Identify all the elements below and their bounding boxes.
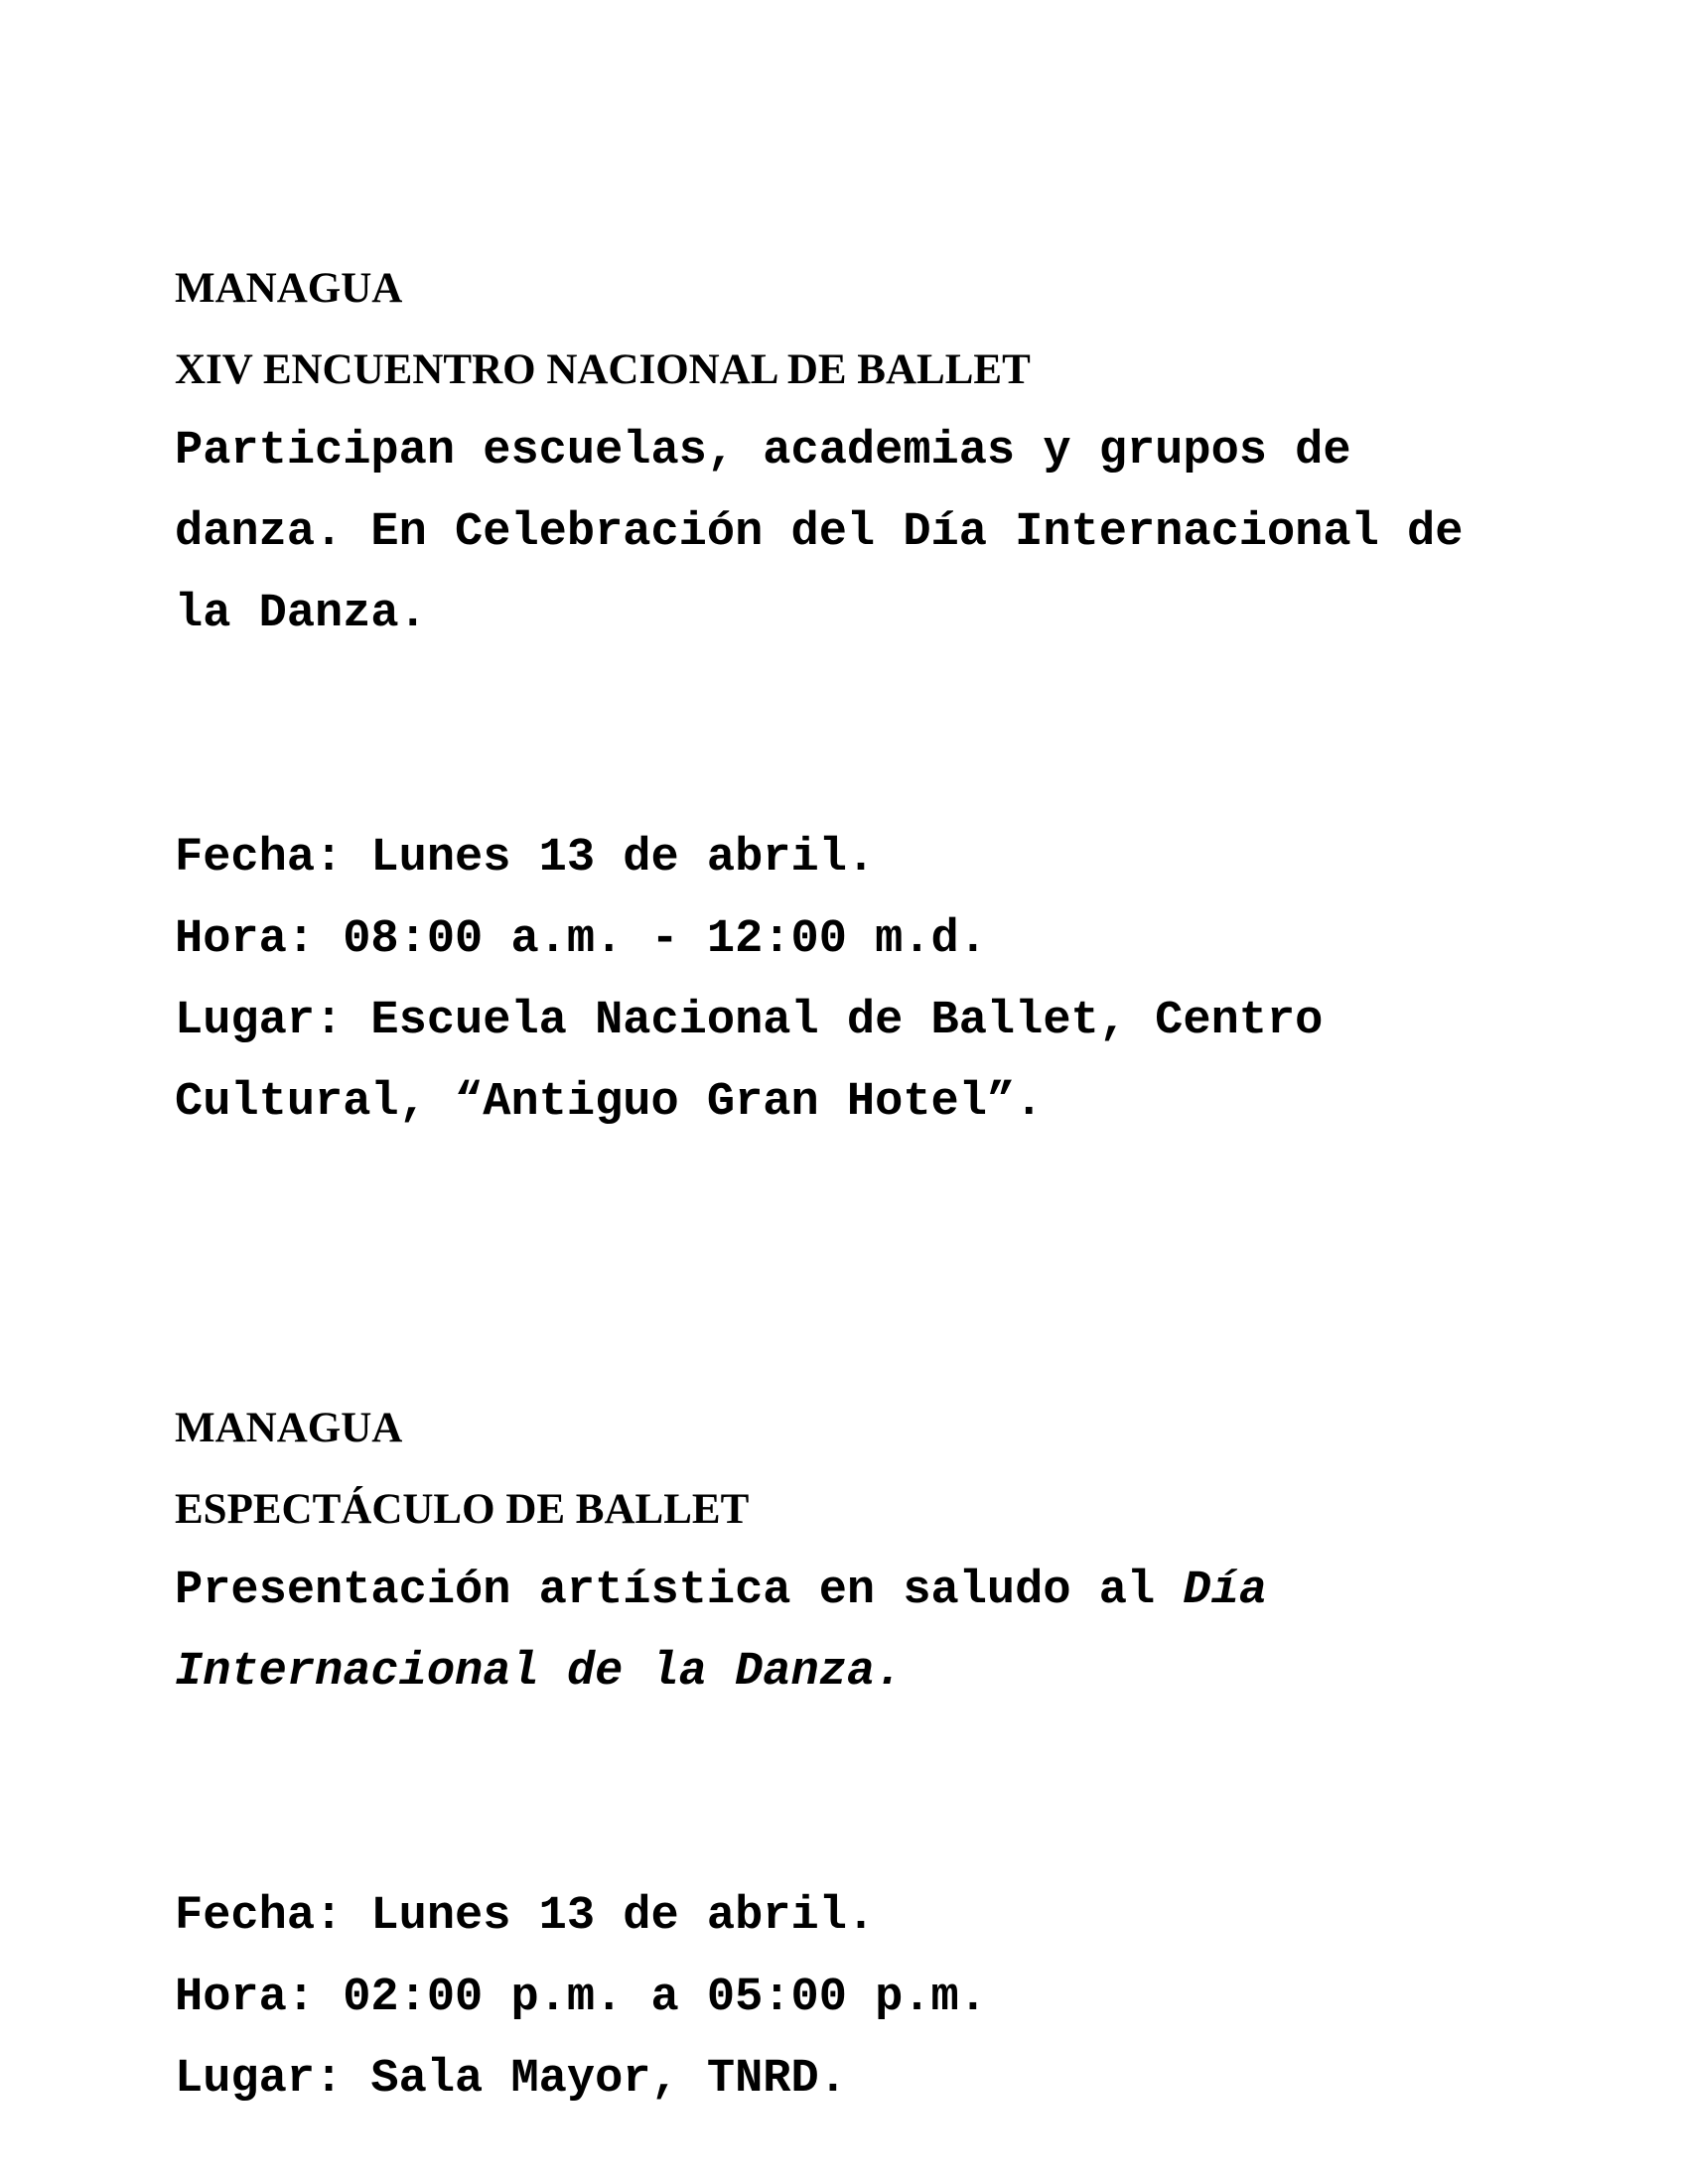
event-1-lugar-line-2: Cultural, “Antiguo Gran Hotel”. (175, 1076, 1044, 1129)
event-2-description-line-2: Internacional de la Danza. (175, 1646, 904, 1699)
spacer (175, 655, 1565, 818)
event-2-lugar: Lugar: Sala Mayor, TNRD. (175, 2053, 847, 2106)
event-2-hora: Hora: 02:00 p.m. a 05:00 p.m. (175, 1972, 987, 2024)
spacer (175, 1144, 1565, 1388)
event-2-title: ESPECTÁCULO DE BALLET (175, 1486, 750, 1533)
event-1-description-line-2: danza. En Celebración del Día Internacional de (175, 506, 1464, 559)
event-1-title: XIV ENCUENTRO NACIONAL DE BALLET (175, 346, 1031, 393)
event-1-hora: Hora: 08:00 a.m. - 12:00 m.d. (175, 913, 987, 966)
event-1-fecha: Fecha: Lunes 13 de abril. (175, 832, 876, 885)
event-2 (175, 1388, 1565, 2120)
event-1-lugar-line-1: Lugar: Escuela Nacional de Ballet, Centro (175, 995, 1324, 1047)
document-page (175, 248, 1565, 2120)
event-2-description-line-1 (175, 1551, 1565, 1632)
spacer (175, 1713, 1565, 1876)
event-1 (175, 248, 1565, 1144)
event-2-description-italic-1: Día (1183, 1565, 1267, 1617)
event-2-city: MANAGUA (175, 1405, 403, 1451)
event-2-description-plain: Presentación artística en saludo al (175, 1565, 1184, 1617)
event-1-description-line-1: Participan escuelas, academias y grupos de (175, 425, 1351, 478)
event-1-city: MANAGUA (175, 265, 403, 312)
event-2-fecha: Fecha: Lunes 13 de abril. (175, 1890, 876, 1943)
event-1-description-line-3: la Danza. (175, 588, 427, 640)
